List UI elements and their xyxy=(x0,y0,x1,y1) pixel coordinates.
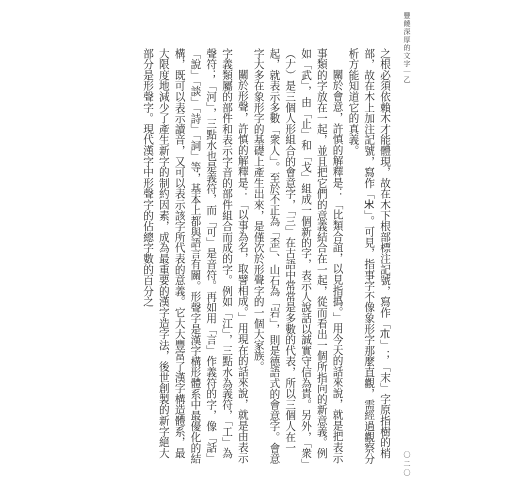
paragraph-2: 關於會意，許慎的解釋是：「比類合誼，以見指撝。」用今天的話來說，就是把表示事類的字放在一起，並且把它們的意義結合在一起，從而看出一個所指向的新意義。例如「武」，由「止」和「戈」組成一個新的字，表示人說話以誠實守信為貴。另外，「衆」（𠂇）是三個人形組合的會意字，「三」在古語中常常是多數的代表，所以三個人在一起，就表示多數「衆人」。至於不正為「歪」、山石為「岩」，則是德語式的會意字。會意字大多在象形字的基礎上產生出來，是僅次於形聲字的一個大家族。 xyxy=(252,48,344,465)
body-text xyxy=(92,48,392,468)
running-head: 豐饒深厚的文字｜乙 xyxy=(403,12,411,84)
paragraph-1: 之根必須依賴木才能體現，故在木下根部標注記號，寫作「𣎳」；「末」字原指樹的梢部，故在木上加注記號，寫作「𣎵」。可見，指事字不像象形字那麼直觀，需經過觀察分析方能知道它的真義。 xyxy=(347,48,391,464)
paragraph-3: 關於形聲，許慎的解釋是：「以事為名，取譬相成。」用現在的話來說，就是由表示字義類屬的部件和表示字音的部件組合而成的字。例如「江」，三點水為義符，「工」為聲符；「河」，三點水也是義符，而「可」是音符。再如用「言」作義符的字，像「話」「說」「談」「詩」「詞」等，基本上都與語言有關。形聲字是漢字構形體系中最優化的結構，既可以表示讀音，又可以表示該字所代表的意義。它大大豐富了漢字構造體系，最大限度地減少了產生新字的制約因素，成為最重要的漢字造字法，後世創製的新字絕大部分是形聲字。現代漢字中形聲字的佔總字數的百分之 xyxy=(142,48,249,465)
page-number: 〇二〇 xyxy=(403,451,411,478)
